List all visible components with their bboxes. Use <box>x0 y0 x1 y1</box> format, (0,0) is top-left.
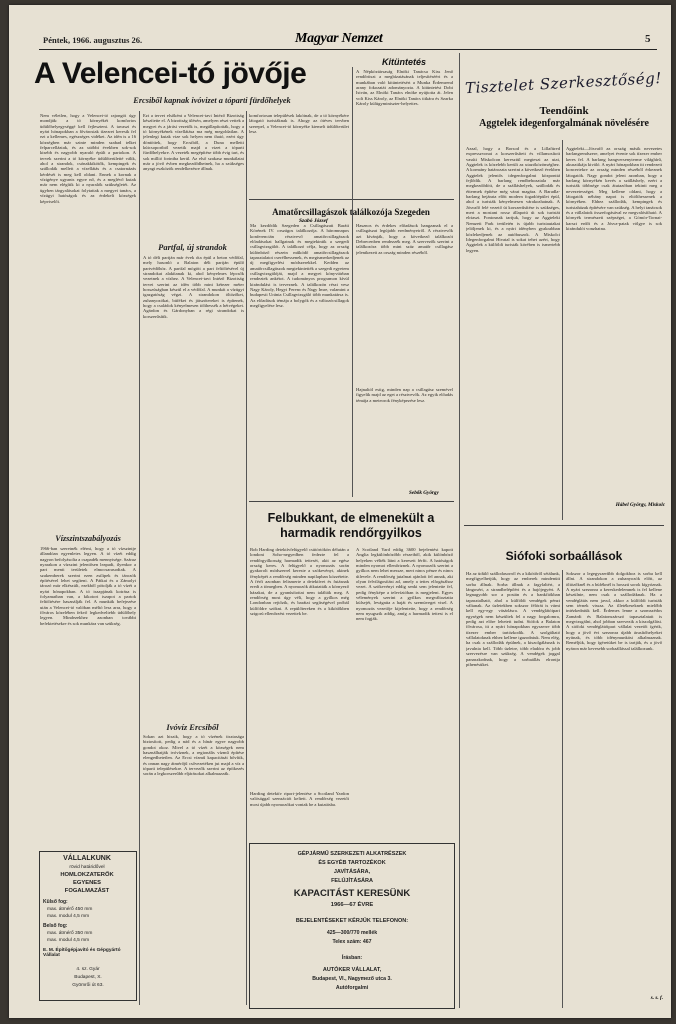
amator-headline: Amatőrcsillagászok találkozója Szegeden <box>272 207 430 217</box>
gepjarmu-ad-line7: BEJELENTÉSEKET KÉRJÜK TELEFONON: <box>295 918 409 924</box>
machining-ad-line-9: max. átmérő 350 mm <box>47 931 93 936</box>
gepjarmu-ad-line11: AUTÓKER VÁLLALAT, <box>322 967 382 973</box>
main-headline: A Velencei-tó jövője <box>34 57 307 90</box>
gepjarmu-ad-line4: FELÚJÍTÁSÁRA <box>331 878 373 884</box>
header-rule <box>39 49 657 50</box>
teendonk-subheadline: Aggtelek idegenforgalmának növelésére <box>479 118 649 129</box>
machining-ad-line-5: Külső fog: <box>43 899 68 905</box>
teendonk-signature: Hábel György, Miskolc <box>615 502 665 508</box>
amator-text-col2: Hasznos és érdekes előadások hangzanak el a csillagászat legújabb eredményeiről. A résztvevők azt kívánják, hogy a következő találkozót Debrecenben rendezzék meg. A szervezők szerint a találkozóra több mint száz amatőr csillagász jelentkezett az ország minden részéből. <box>356 223 453 255</box>
teendonk-text-col1: Azzal, hogy a Borsod és a Lillafüred expresszvonat a korszerűsített és villamosított vasúti Miskolcon keresztül megteszi az utat, Aggtelek is közelebb került az utazóközönséghez. A kormány határozata szerint a következő években Aggtelek jelentős idegenforgalmi központtá fejlődik. A barlang rendbehozatala már megkezdődött, de a szálláshelyek, szállodák és éttermek építése még várat magára. A Baradla-barlang bejárata előtt modern fogadóépület épül, ahol a turisták kényelmesen várakozhatnak. A Jósvafő felé vezető út korszerűsítése is szükséges, mert a mostani rossz állapotú út sok turistát elriaszt. Fontosnak tartjuk, hogy az Aggteleki Nemzeti Park területén is újabb turistautakat jelöljenek ki, és a nyári idényben gyakrabban közlekedjenek az autóbuszok. A Miskolci Idegenforgalmi Hivatal is sokat tehet azért, hogy Aggtelek a külföldi turisták körében is ismertebb legyen. <box>466 146 560 253</box>
section-heading-vizszint: Vízszintszabályozás <box>55 534 121 543</box>
column-divider-4 <box>459 53 460 1008</box>
gepjarmu-ad-line3: JAVÍTÁSÁRA, <box>333 869 371 875</box>
section-vizszint-text: 1966-ban szeretnék elérni, hogy a tó vízszintje állandóan egyenletes legyen. A tó vízét eddig nagyon befolyásolta a csapadék mennyisége. Száraz nyarakon a vízszint jelentősen leapadt, ilyenkor a part menti területek elmocsarasodtak. A szakemberek szerint ezen zsilipek és tározók építésével lehet segíteni. A Pátkai és a Zámolyi tározó már elkészült, ezekből pótolják a tó vízét a nyári hónapokban. A tó iszapjának kotrása is folyamatban van, a kikotort iszapot a partok feltöltésére használják fel. A munkák befejezése után a Velencei-tó valóban méltó lesz arra, hogy a főváros közelében fekvő legkedveltebb üdülőhely legyen. Mindezekhez azonban további befektetésekre és sok munkára van szükség. <box>40 546 136 626</box>
machining-ad-line-1: rövid határidővel <box>69 865 105 870</box>
machining-ad-line-10: max. modul 4,5 mm <box>47 938 90 943</box>
felbukkant-text-col1b: Harding detektív riport-jelentése a Scotland Yardon valósággal szenzációt keltett. A rendőrség vezetői most újabb nyomozókat vontak be a kutatásba. <box>250 791 349 807</box>
siofoki-text-col2: Sokszor a legegyszerűbb dolgokhoz is sorba kell állni. A strandokon a zuhanyozók előtt, az öltözőknél és a büféknél is hosszú sorok kígyóznak. A nyári szezonra a kereskedelemnek is fel kellene készülnie, nem csak a szállodáknak. Ha a vendéglátás nem javul, akkor a külföldi turisták sem térnek vissza. Az illetékeseknek mielőbb intézkedniük kell. Érdemes lenne a szomszédos Zamárdi és Balatonszárszó tapasztalatait is megvizsgálni, ahol jobban szervezik a kiszolgálást. A siófoki vendéglátóipari vállalat vezetői ígérik, hogy a jövő évi szezonra újabb árusítóhelyeket nyitnak, és több idénymunkást alkalmaznak. Reméljük, hogy ígéretüket be is tartják, és a jövő nyáron már kevesebb sorbaállással találkozunk. <box>566 571 662 651</box>
teendonk-text-col2: Aggteleki—Jósvafő az ország másik nevezetes barlangrendszere, amelyet évente sok tízezer ember keres fel. A barlang hangversenyterme világhírű, akusztikája kiváló. A nyári hónapokban itt rendezett koncertekre az ország minden részéből érkeznek látogatók. Nagy gondot jelent azonban, hogy a barlang környékén kevés a szálláshely, ezért a turisták többsége csak átutazóban tekinti meg a nevezetességet. Meg kellene oldani, hogy a látogatók néhány napot is eltölthessenek a környéken. Ehhez szállodák, kempingek és turistaházak építésére van szükség. A helyi tanácsok és a vállalatok összefogásával ez megvalósítható. A környék természeti szépségei, a Gömör-Tornai-karszt erdői és a Jósva-patak völgye is sok kirándulót vonzhatna. <box>566 146 662 232</box>
machining-ad-line-0: VÁLLALKUNK <box>63 855 111 862</box>
siofoki-rule <box>464 525 664 526</box>
machining-ad-line-7: max. modul 4,5 mm <box>47 914 90 919</box>
machining-ad-line-14: Gyömrői út 63. <box>72 983 104 988</box>
machining-ad-line-13: Budapest, X. <box>74 975 102 980</box>
gepjarmu-ad-line2: ÉS EGYÉB TARTOZÉKOK <box>318 860 386 866</box>
gepjarmu-ad-line1: GÉPJÁRMŰ SZERKEZETI ALKATRÉSZEK <box>297 851 407 857</box>
felbukkant-rule <box>249 501 454 502</box>
section-heading-ivoviz: Ivóvíz Ercsiből <box>166 722 219 732</box>
gepjarmu-ad-line5: KAPACITÁST KERESÜNK <box>293 888 411 899</box>
newspaper-page <box>9 5 671 1018</box>
felbukkant-headline: Felbukkant, de elmenekült a harmadik rendőrgyilkos <box>267 511 435 540</box>
main-article-col2: Ezt a tervet elsőként a Velencei-tavi Intéző Bizottság készítette el. A bizottság ülésén, amelyen részt vettek a megyei és a járási vezetők is, megállapították, hogy a tó környékének vízellátása ma még megoldatlan. A jelenlegi kutak vize sok helyen nem iható, ezért úgy döntöttek, hogy Ercsiből, a Duna melletti kútcsoportból vezetik majd a vizet a tóparti fürdőhelyekre. A vezeték megépítése több évig tart, és sok millió forintba kerül. Az első szakasz munkálatai már a jövő évben megkezdődhetnek, ha a szükséges anyagi eszközök rendelkezésre állnak. <box>143 113 244 172</box>
section-ivoviz-text: Sokan azt hiszik, hogy a tó vízének tisztasága biztosított, pedig a nád és a hínár egyre nagyobb gondot okoz. Mivel a tó vízét a községek nem használhatják ivóvíznek, a regionális vízmű építése elengedhetetlen. Az Ercsi vízmű kapacitását bővítik, és onnan nagy átmérőjű csővezetéken jut majd a víz a tóparti településekre. A tervezők szerint az építkezés során a legkorszerűbb eljárásokat alkalmazzák. <box>143 734 244 777</box>
machining-ad-line-2: HOMLOKZATERŐK <box>60 872 114 878</box>
page-number: 5 <box>645 33 651 45</box>
handwritten-note: Tisztelet Szerkesztőség! <box>464 68 663 98</box>
machining-ad-line-12: 4. sz. Gyár <box>76 967 100 972</box>
gepjarmu-ad-line10: Írásban: <box>341 955 363 961</box>
kituntetes-text: A Népköztársaság Elnöki Tanácsa Kiss Jenő rendőrtiszt a megbízatásának teljesítéséért és a munkában való kitüntetésért a Munka Érdemrend arany fokozatát adományozta. A kitüntetést Dobi István, az Elnöki Tanács elnöke nyújtotta át. Jelen volt Kiss Károly, az Elnöki Tanács titkára és Szarka Károly külügyminiszter-helyettes. <box>356 69 453 107</box>
column-divider-5 <box>562 140 563 520</box>
siofoki-headline: Siófoki sorbaállások <box>505 549 623 563</box>
siofoki-text-col1: Ha az üdülő szállodasorról és a kikötőről sétálunk, megfigyelhetjük, hogy az emberek mindenütt sorba állnak. Sorba állnak a fagylaltért, a lángosért, a strandbelépőért és a hajójegyért. A legnagyobb sor a postán és a bankfiókban tapasztalható, ahol a külföldi vendégek pénzt váltanak. Az üzletekben sokszor félórát is várni kell egy-egy vásárlásra. A vendéglátóipari egységek nem készültek fel a nagy forgalomra, pedig azt előre lehetett tudni. Siófok a Balaton fővárosa, itt a nyári hónapokban egyszerre több tízezer ember tartózkodik. A szolgáltató vállalatoknak ehhez kellene igazodniuk. Nem elég, ha csak a szállodák épülnek, a kiszolgálásnak is javulnia kell. Több üzletre, több eladóra és jobb szervezésre van szükség. A vendégek joggal panaszkodnak, hogy a sorbaállás elrontja pihenésüket. <box>466 571 560 667</box>
section-partfal-text: A tó déli partján már évek óta épül a beton védőfal, mely hasonló a Balaton déli partján épülő partvédőhöz. A partfal mögött a part feltöltésével új strandokat alakítanak ki, ahol kényelmes lépcsők vezetnek a vízhez. A Velencei-tavi Intéző Bizottság tervei szerint az idén több mint kétezer méter hosszúságban készül el a védőfal. A munkát a vízügyi igazgatóság végzi. A strandokon öltözőket, zuhanyozókat, büféket és játszótereket is építenek, hogy a családok kényelmesen tölthessék a hétvégeket. Agárdon és Gárdonyban a régi strandokat is korszerűsítik. <box>143 255 244 319</box>
main-article-col3: komfortosan települések lakóinak, de a tó környékére látogató turistáknak is. Ahogy az ötéves tervben szerepel, a Velencei-tó környéke kiemelt üdülőterület lesz. <box>249 113 349 135</box>
felbukkant-text-col1: Bob Harding detektívfelügyelő csütörtökön délután a londoni Soho-negyedben fedezte fel a rendőrgyilkosság harmadik tettesét, akit az egész ország keres. A felügyelő a nyomozás során gyakorolt módszerrel kereste a szökevényt, akinek fényképét a rendőrség minden napilapban közzétette. A férfi azonban felismerte a detektívet és futásnak eredt a tömegben. A nyomozók átkutatták a környező házakat, de a gyanúsítottat nem találták meg. A rendőrség most úgy véli, hogy a gyilkos még Londonban rejtőzik, és barátai segítségével próbál külföldre szökni. A repülőtereken és a kikötőkben szigorú ellenőrzést vezettek be. <box>250 547 349 617</box>
main-article-author: Szabó József <box>299 218 328 224</box>
main-subtitle: Ercsiből kapnak ivóvizet a tóparti fürdőhelyek <box>133 96 291 105</box>
column-divider-2 <box>246 111 247 1005</box>
machining-ad-line-4: FOGALMAZÁST <box>64 888 110 894</box>
main-article-col1: Nem véletlen, hogy a Velencei-tó rajongói úgy mondják: a tó környékét komfortos üdülőhelyegységgé kell fejleszteni. A tavaszi és nyári hónapokban a fővárosiak tízezrei keresik fel ezt a kellemes, egészséges vidéket. Az idén is a 16 községben már szinte minden szabad telket felparcelláztak, és az utóbbi években sok-sok kisebb és nagyobb nyaraló épült a partokon. A tervek szerint a tó környéke üdülőterületté válik, ahol a strandok, csónakkikötők, kempingek és szállodák mellett a vízellátás és a csatornázás kérdését is meg kell oldani. Ennek a kornak a vízigénye ugyanis egyre nő, és a meglévő kutak már nem elégítik ki a nyaralók szükségletét. Az ügyben tárgyalásokat folytattak a megyei tanács, a vízügyi hatóságok és az érdekelt községek képviselői. <box>40 113 136 204</box>
kituntetes-headline: Kitüntetés <box>381 57 426 67</box>
machining-ad-line-8: Belső fog: <box>43 923 68 929</box>
amator-text-col1: Ma kezdődik Szegeden a Csillagászati Baráti Körének IV. országos találkozója. A háromnapos konferencián résztvevő amatőrcsillagászok előadásokat hallgatnak és megtekintik a szegedi csillagvizsgálót. A találkozó célja, hogy az ország különböző részein működő amatőrcsillagászok tapasztalatot cserélhessenek, és megismerkedjenek az új megfigyelési módszerekkel. Kedden az amatőrcsillagászok megtekintették a szegedi egyetem csillagvizsgálóját, majd a megyei könyvtárban rendeztek ankétot. A tudományos programon kívül kirándulást is terveznek. A találkozón részt vesz Nagy Károly, Hegyi Ferenc és Nagy Imre, valamint a budapesti Uránia Csillagvizsgáló több munkatársa is. Az előadások témája a bolygók és a változócsillagok megfigyelése lesz. <box>250 223 349 309</box>
gepjarmu-ad-line13: Autóforgalmi <box>335 985 369 991</box>
column-divider-1 <box>139 111 140 1005</box>
gepjarmu-ad-line6: 1966—67 ÉVRE <box>330 902 374 908</box>
column-divider-3 <box>352 67 353 497</box>
amator-text-col2b: Hajnaltól estig, minden nap a csillagász szemével figyelik majd az eget a résztvevők. Az egyik előadás témája a meteorok fényképezése lesz. <box>356 387 453 403</box>
felbukkant-text-col2: A Scotland Yard eddig 3600 bejelentést kapott Anglia legkülönbözőbb részeiből, akik különböző helyeken vélték látni a keresett férfit. A hatóságok minden nyomot ellenőriznek. A nyomozók szerint a gyilkos nem lehet messze, mert nincs pénze és nincs útlevele. A rendőrség jutalmat ajánlott fel annak, aki olyan felvilágosítást ad, amely a tettes elfogásához vezet. A szökevényt eddig senki sem jelentette fel, pedig fényképe a televízióban is megjelent. Egyes vélemények szerint a gyilkos megváltoztatta külsejét, levágatta a haját és szemüveget visel. A nyomozás vezetője kijelentette, hogy a rendőrség nem nyugszik addig, amíg a harmadik tettest is el nem fogják. <box>356 547 453 622</box>
amator-signature: Sebők György <box>409 490 439 496</box>
machining-ad-line-6: max. átmérő 450 mm <box>47 907 93 912</box>
teendonk-headline: Teendőink <box>539 105 589 117</box>
section-heading-partfal: Partfal, új strandok <box>158 242 227 252</box>
column-divider-6 <box>562 570 563 1008</box>
siofoki-signature: s. s. f. <box>650 995 663 1001</box>
gepjarmu-ad-line8: 425—300/770 mellék <box>326 930 378 936</box>
machining-ad-line-3: EGYENES <box>72 880 102 886</box>
machining-ad-line-11: E. M. Építőgépjavító és Gépgyártó Vállalat <box>43 948 121 958</box>
gepjarmu-ad-line12: Budapest, VI., Nagymező utca 3. <box>312 976 392 982</box>
issue-date: Péntek, 1966. augusztus 26. <box>43 35 143 45</box>
masthead: Magyar Nemzet <box>295 31 383 46</box>
gepjarmu-ad-line9: Telex szám: 467 <box>332 939 372 945</box>
